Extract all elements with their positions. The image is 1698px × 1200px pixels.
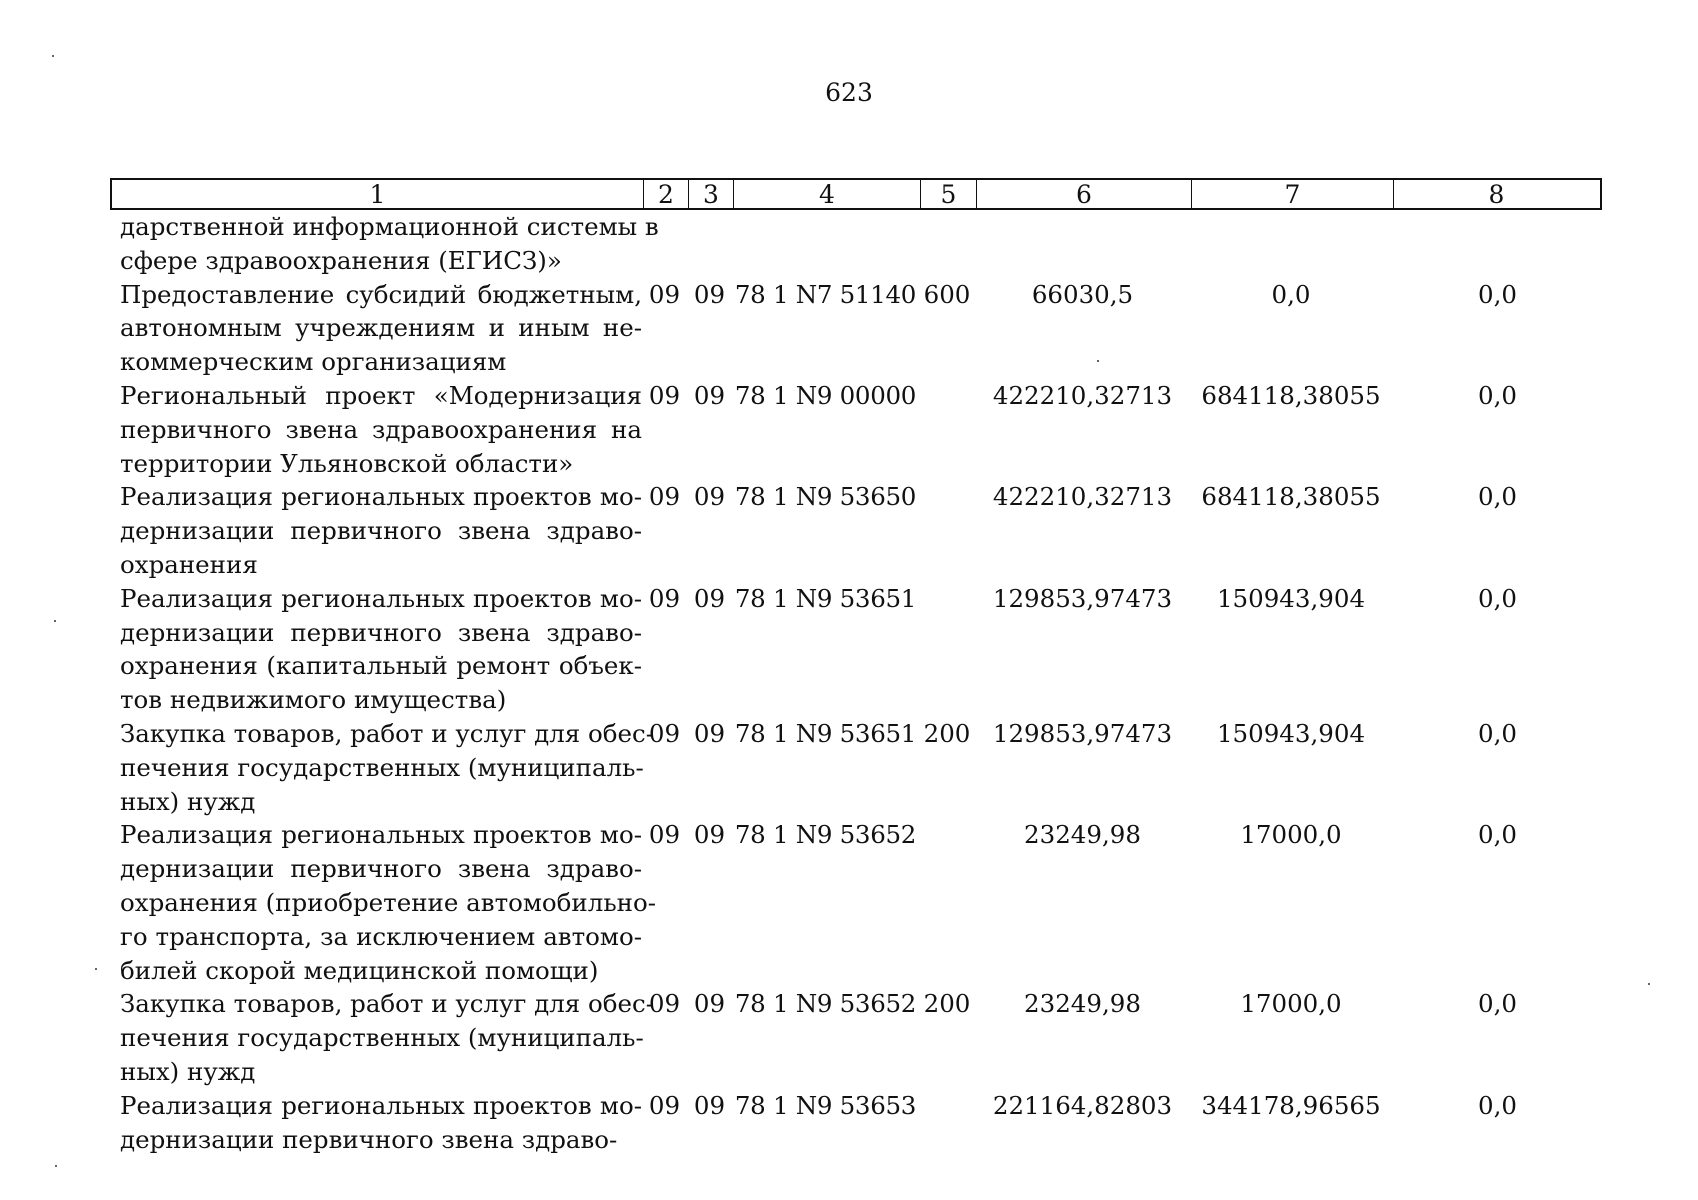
cell-col-3: 09 xyxy=(693,583,726,613)
description-line: дернизации первичного звена здраво- xyxy=(120,854,642,884)
cell-col-4: 78 1 N9 53652 xyxy=(734,820,917,850)
column-header-1: 1 xyxy=(112,180,644,210)
cell-col-4: 78 1 N9 53650 xyxy=(734,482,917,512)
cell-col-4: 78 1 N9 53651 xyxy=(734,718,917,748)
cell-col-3: 09 xyxy=(693,380,726,410)
cell-col-4: 78 1 N9 00000 xyxy=(734,380,917,410)
description-line: дарственной информационной системы в xyxy=(120,212,659,241)
table-row xyxy=(110,818,1602,987)
cell-col-5 xyxy=(919,818,975,987)
cell-col-6: 129853,97473 xyxy=(992,718,1173,748)
cell-col-2 xyxy=(642,210,687,278)
table-header-row xyxy=(110,178,1602,210)
cell-col-3 xyxy=(687,210,732,278)
cell-col-8: 0,0 xyxy=(1478,380,1517,410)
cell-col-2: 09 xyxy=(648,380,681,410)
row-description xyxy=(110,1089,642,1157)
cell-col-2: 09 xyxy=(648,989,681,1019)
cell-col-8: 0,0 xyxy=(1478,1090,1517,1120)
cell-col-2: 09 xyxy=(648,279,681,309)
scan-speck xyxy=(95,968,97,970)
row-description xyxy=(110,717,655,818)
description-line: печения государственных (муниципаль- xyxy=(120,752,644,782)
scan-speck xyxy=(54,620,56,622)
scan-speck xyxy=(1097,360,1099,362)
column-header-4: 4 xyxy=(734,180,921,210)
description-line: охранения xyxy=(120,549,258,579)
scan-speck xyxy=(1648,983,1650,985)
cell-col-7: 150943,904 xyxy=(1216,583,1366,613)
cell-col-2: 09 xyxy=(648,820,681,850)
cell-col-2: 09 xyxy=(648,718,681,748)
description-line: ных) нужд xyxy=(120,786,256,816)
column-header-8: 8 xyxy=(1488,180,1505,209)
cell-col-7 xyxy=(1190,210,1392,278)
cell-col-6: 422210,32713 xyxy=(992,482,1173,512)
column-header-2: 2 xyxy=(644,180,689,210)
description-line: автономным учреждениям и иным не- xyxy=(120,313,642,343)
description-line: охранения (капитальный ремонт объек- xyxy=(120,651,642,681)
description-line: Предоставление субсидий бюджетным, xyxy=(120,279,642,309)
cell-col-6: 422210,32713 xyxy=(992,380,1173,410)
description-line: сфере здравоохранения (ЕГИСЗ)» xyxy=(120,245,562,275)
cell-col-5 xyxy=(919,1089,975,1157)
cell-col-3: 09 xyxy=(693,482,726,512)
cell-col-8: 0,0 xyxy=(1478,583,1517,613)
cell-col-5 xyxy=(919,379,975,480)
cell-col-5: 200 xyxy=(923,989,971,1019)
cell-col-3: 09 xyxy=(693,989,726,1019)
cell-col-2: 09 xyxy=(648,482,681,512)
description-line: коммерческим организациям xyxy=(120,347,507,377)
description-line: Закупка товаров, работ и услуг для обес- xyxy=(120,718,655,748)
cell-col-8: 0,0 xyxy=(1478,279,1517,309)
cell-col-8: 0,0 xyxy=(1478,989,1517,1019)
cell-col-2: 09 xyxy=(648,1090,681,1120)
cell-col-7: 0,0 xyxy=(1271,279,1311,309)
cell-col-5 xyxy=(919,582,975,717)
cell-col-4: 78 1 N9 53653 xyxy=(734,1090,917,1120)
scan-speck xyxy=(52,55,54,57)
description-line: ных) нужд xyxy=(120,1056,256,1086)
cell-col-6 xyxy=(975,210,1190,278)
table-row xyxy=(110,717,1602,818)
description-line: территории Ульяновской области» xyxy=(120,448,574,478)
cell-col-3: 09 xyxy=(693,1090,726,1120)
table-row xyxy=(110,480,1602,581)
scan-speck xyxy=(55,1165,57,1167)
cell-col-7: 684118,38055 xyxy=(1201,380,1381,410)
cell-col-5 xyxy=(919,480,975,581)
cell-col-8: 0,0 xyxy=(1478,820,1517,850)
description-line: Реализация региональных проектов мо- xyxy=(120,1090,642,1120)
description-line: печения государственных (муниципаль- xyxy=(120,1023,644,1053)
cell-col-4 xyxy=(732,210,919,278)
column-header-7: 7 xyxy=(1192,180,1394,210)
cell-col-7: 17000,0 xyxy=(1240,820,1342,850)
table-row xyxy=(110,1089,1602,1157)
cell-col-4: 78 1 N9 53651 xyxy=(734,583,917,613)
cell-col-2: 09 xyxy=(648,583,681,613)
description-line: Региональный проект «Модернизация xyxy=(120,380,642,410)
cell-col-3: 09 xyxy=(693,820,726,850)
row-description xyxy=(110,480,642,581)
row-description xyxy=(110,987,655,1088)
cell-col-4: 78 1 N7 51140 xyxy=(734,279,917,309)
cell-col-5: 600 xyxy=(923,279,971,309)
cell-col-6: 221164,82803 xyxy=(992,1090,1173,1120)
table-row xyxy=(110,582,1602,717)
cell-col-8: 0,0 xyxy=(1478,482,1517,512)
description-line: дернизации первичного звена здраво- xyxy=(120,617,642,647)
column-header-3: 3 xyxy=(689,180,734,210)
row-description xyxy=(110,582,642,717)
cell-col-5 xyxy=(919,210,975,278)
cell-col-5: 200 xyxy=(923,718,971,748)
description-line: дернизации первичного звена здраво- xyxy=(120,516,642,546)
budget-table xyxy=(110,178,1602,1156)
cell-col-7: 150943,904 xyxy=(1216,718,1366,748)
description-line: первичного звена здравоохранения на xyxy=(120,414,642,444)
description-line: билей скорой медицинской помощи) xyxy=(120,955,599,985)
description-line: Закупка товаров, работ и услуг для обес- xyxy=(120,989,655,1019)
cell-col-8: 0,0 xyxy=(1478,718,1517,748)
description-line: Реализация региональных проектов мо- xyxy=(120,583,642,613)
cell-col-6: 23249,98 xyxy=(1024,989,1141,1019)
description-line: охранения (приобретение автомобильно- xyxy=(120,887,657,917)
cell-col-7: 344178,96565 xyxy=(1201,1090,1381,1120)
cell-col-8 xyxy=(1392,210,1597,278)
description-line: тов недвижимого имущества) xyxy=(120,685,507,715)
cell-col-3: 09 xyxy=(693,718,726,748)
description-line: го транспорта, за исключением автомо- xyxy=(120,921,642,951)
cell-col-7: 17000,0 xyxy=(1240,989,1342,1019)
table-row xyxy=(110,210,1602,278)
description-line: Реализация региональных проектов мо- xyxy=(120,482,642,512)
page-number: 623 xyxy=(825,78,873,107)
cell-col-6: 66030,5 xyxy=(1031,279,1134,309)
table-row xyxy=(110,987,1602,1088)
description-line: Реализация региональных проектов мо- xyxy=(120,820,642,850)
table-row xyxy=(110,278,1602,379)
cell-col-4: 78 1 N9 53652 xyxy=(734,989,917,1019)
row-description xyxy=(110,379,642,480)
cell-col-3: 09 xyxy=(693,279,726,309)
cell-col-7: 684118,38055 xyxy=(1201,482,1381,512)
row-description xyxy=(110,278,642,379)
column-header-5: 5 xyxy=(921,180,977,210)
row-description xyxy=(110,818,657,987)
table-row xyxy=(110,379,1602,480)
cell-col-6: 129853,97473 xyxy=(992,583,1173,613)
description-line: дернизации первичного звена здраво- xyxy=(120,1124,618,1154)
cell-col-6: 23249,98 xyxy=(1024,820,1141,850)
column-header-6: 6 xyxy=(977,180,1192,210)
row-description xyxy=(110,210,659,278)
table-body xyxy=(110,210,1602,1156)
